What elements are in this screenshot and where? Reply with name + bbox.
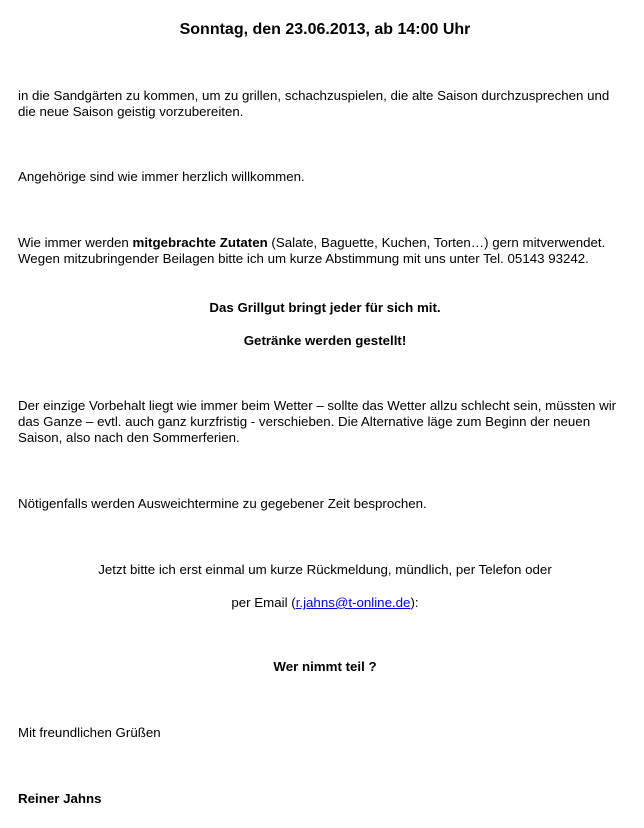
participation-question: Wer nimmt teil ?: [273, 659, 377, 674]
grillgut-note: Das Grillgut bringt jeder für sich mit.: [209, 300, 441, 315]
ingredients-bold: mitgebrachte Zutaten: [132, 235, 268, 250]
ingredients-text-pre: Wie immer werden: [18, 235, 133, 250]
paragraph-invitation: in die Sandgärten zu kommen, um zu grillen, schachzuspielen, die alte Saison durchzusprechen und die neue Saison geistig vorzubereiten.: [18, 88, 610, 119]
paragraph-alternative-dates: Nötigenfalls werden Ausweichtermine zu gegebener Zeit besprochen.: [18, 496, 427, 511]
paragraph-weather: Der einzige Vorbehalt liegt wie immer beim Wetter – sollte das Wetter allzu schlecht sein, müssten wir das Ganze – evtl. auch ganz kurzfristig - verschieben. Die Alternative läge zum Beginn der neuen Saison, also nach den Sommerferien.: [18, 398, 617, 445]
paragraph-ingredients: [18, 235, 630, 267]
ingredients-text-post: (Salate, Baguette, Kuchen, Torten…) gern mitverwendet. Wegen mitzubringender Beilagen bitte ich um kurze Abstimmung mit uns unter Tel. 05143 93242.: [18, 235, 606, 266]
feedback-request: Jetzt bitte ich erst einmal um kurze Rückmeldung, mündlich, per Telefon oder: [98, 562, 552, 577]
email-prefix: per Email (: [231, 595, 296, 610]
email-line: [0, 595, 644, 611]
event-title: Sonntag, den 23.06.2013, ab 14:00 Uhr: [179, 21, 471, 38]
paragraph-relatives: Angehörige sind wie immer herzlich willkommen.: [18, 169, 305, 184]
email-suffix: ):: [410, 595, 419, 610]
drinks-note: Getränke werden gestellt!: [243, 333, 407, 348]
email-link[interactable]: r.jahns@t-online.de: [295, 595, 411, 610]
signature: Reiner Jahns: [18, 791, 102, 806]
greeting: Mit freundlichen Grüßen: [18, 725, 161, 740]
